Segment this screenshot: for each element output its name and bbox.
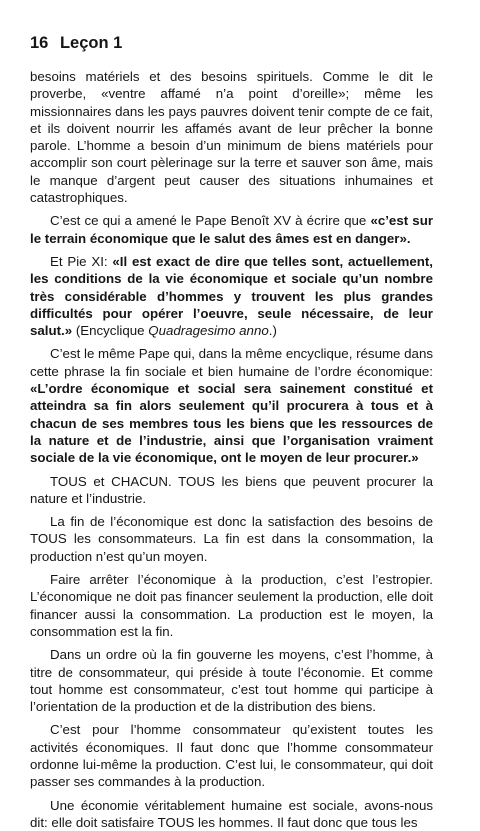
citation-open: (Encyclique [72, 323, 149, 339]
paragraph-9: C’est pour l’homme consommateur qu’existent toutes les activités économiques. Il faut donc que l’homme consommateur ordonne lui-même la production. C’est lui, le consommateur, qui doit passer ses commandes à la production. [30, 722, 433, 790]
encyclical-title: Quadragesimo anno [148, 323, 269, 339]
lesson-title: Leçon 1 [59, 34, 123, 52]
paragraph-8: Dans un ordre où la fin gouverne les moyens, c’est l’homme, à titre de consommateur, qui préside à toute l’économie. Et comme tout homme est consommateur, c’est tout homme qui participe à l’orientation de la production et de la distribution des biens. [30, 647, 433, 715]
paragraph-3 [30, 253, 433, 339]
economic-order-quote: «L’ordre économique et social sera sainement constitué et atteindra sa fin alors seulement qu’il procurera à tous et à chacun de ses membres tous les biens que les ressources de la nature et de l’industrie, ainsi que l’organisation vraiment sociale de la vie économique, ont le moyen de leur procurer.» [30, 381, 433, 466]
citation-close: .) [268, 323, 277, 339]
paragraph-7: Faire arrêter l’économique à la production, c’est l’estropier. L’économique ne doit pas financer seulement la production, elle doit financer aussi la consommation. La production est le moyen, la consommation est la fin. [30, 572, 433, 639]
paragraph-3-intro: Et Pie XI: [50, 253, 113, 269]
paragraph-2 [30, 212, 433, 247]
paragraph-10: Une économie véritablement humaine est sociale, avons-nous dit: elle doit satisfaire TOUS les hommes. Il faut donc que tous les [30, 797, 433, 830]
paragraph-5: TOUS et CHACUN. TOUS les biens que peuvent procurer la nature et l’industrie. [30, 473, 433, 506]
paragraph-2-text: C’est ce qui a amené le Pape Benoît XV à écrire que [50, 213, 371, 229]
pie-xi-quote: «Il est exact de dire que telles sont, actuellement, les conditions de la vie économique et sociale qu’un nombre très considérable d’hommes y trouvent les plus grandes difficultés pour opérer l’oeuvre, seule nécessaire, de leur salut.» [30, 253, 433, 339]
paragraph-4-text: C’est le même Pape qui, dans la même encyclique, résume dans cette phrase la fin sociale et bien humaine de l’ordre économique: [30, 346, 433, 379]
running-header [30, 34, 122, 53]
benoit-xv-quote: «c’est sur le terrain économique que le salut des âmes est en danger». [30, 213, 433, 246]
page-number: 16 [30, 34, 49, 52]
body-text [30, 68, 433, 831]
paragraph-1: besoins matériels et des besoins spirituels. Comme le dit le proverbe, «ventre affamé n’a point d’oreille»; même les missionnaires dans les pays pauvres doivent tenir compte de ce fait, et ils doivent nourrir les affamés avant de leur prêcher la bonne parole. L’homme a besoin d’un minimum de biens matériels pour accomplir son court pèlerinage sur la terre et sauver son âme, mais le manque d’argent peut causer des situations inhumaines et catastrophiques. [30, 69, 433, 206]
paragraph-6: La fin de l’économique est donc la satisfaction des besoins de TOUS les consommateurs. La fin est dans la consommation, la production n’est qu’un moyen. [30, 514, 433, 564]
paragraph-4 [30, 345, 433, 466]
